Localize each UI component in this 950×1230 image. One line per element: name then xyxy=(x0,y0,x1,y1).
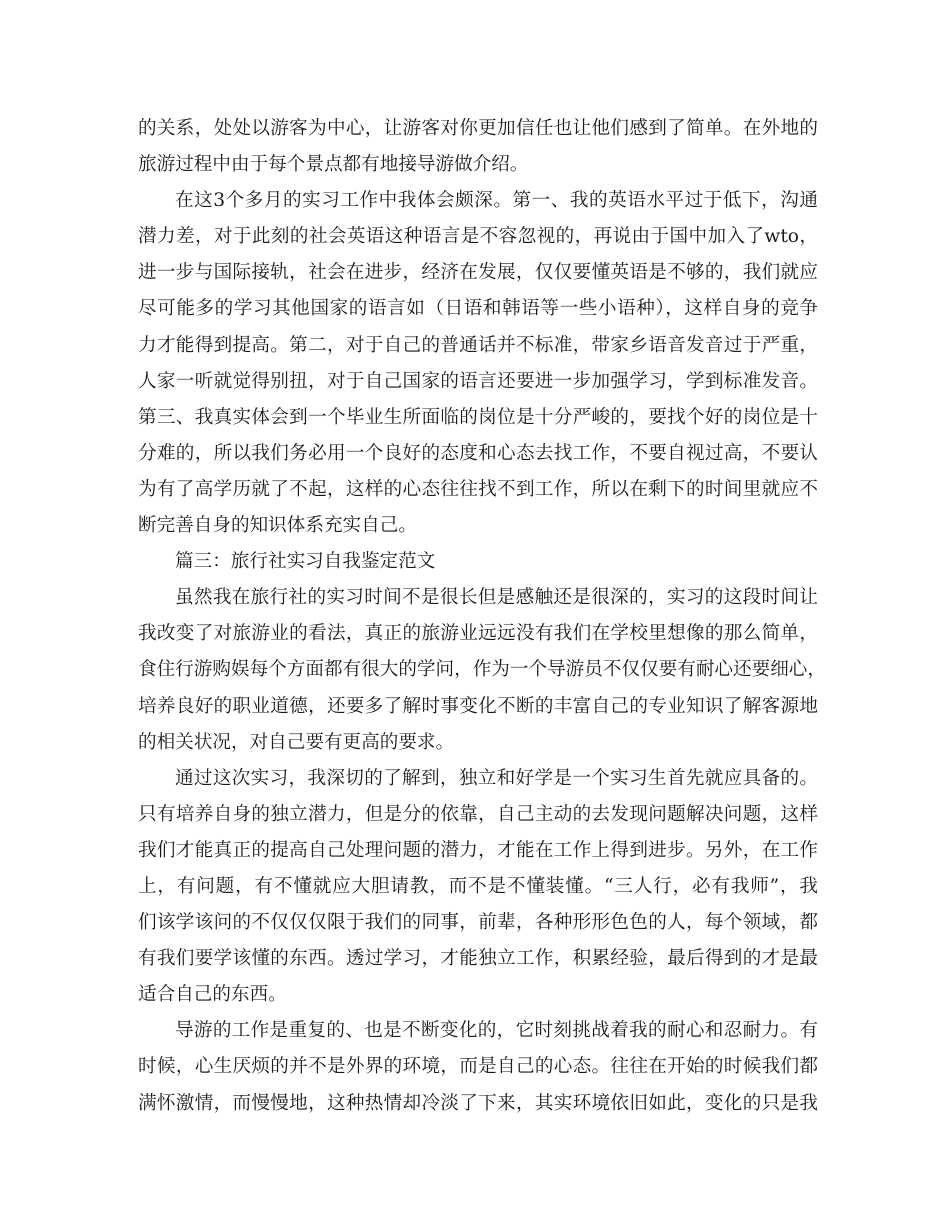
text-line: 上，有问题，有不懂就应大胆请教，而不是不懂装懂。“三人行，必有我师”，我 xyxy=(138,875,818,897)
text-line: 只有培养自身的独立潜力，但是分的依靠，自己主动的去发现问题解决问题，这样 xyxy=(138,803,818,825)
text-line: 食住行游购娱每个方面都有很大的学问，作为一个导游员不仅仅要有耐心还要细心， xyxy=(138,659,826,681)
text-line: 我们才能真正的提高自己处理问题的潜力，才能在工作上得到进步。另外，在工作 xyxy=(138,839,818,861)
text-line: 我改变了对旅游业的看法，真正的旅游业远远没有我们在学校里想像的那么简单， xyxy=(138,623,818,645)
text-line: 第三、我真实体会到一个毕业生所面临的岗位是十分严峻的，要找个好的岗位是十 xyxy=(138,406,818,428)
text-line: 的相关状况，对自己要有更高的要求。 xyxy=(138,731,455,753)
text-line: 导游的工作是重复的、也是不断变化的，它时刻挑战着我的耐心和忍耐力。有 xyxy=(175,1020,818,1042)
text-line: 适合自己的东西。 xyxy=(138,984,287,1006)
text-line: 时候，心生厌烦的并不是外界的环境，而是自己的心态。往往在开始的时候我们都 xyxy=(138,1056,818,1078)
text-line: 分难的，所以我们务必用一个良好的态度和心态去找工作，不要自视过高，不要认 xyxy=(138,442,818,464)
text-line: 人家一听就觉得别扭，对于自己国家的语言还要进一步加强学习，学到标准发音。 xyxy=(138,370,818,392)
text-line: 潜力差，对于此刻的社会英语这种语言是不容忽视的，再说由于国中加入了wto， xyxy=(138,226,818,248)
text-line: 进一步与国际接轨，社会在进步，经济在发展，仅仅要懂英语是不够的，我们就应 xyxy=(138,262,818,284)
text-line: 篇三：旅行社实习自我鉴定范文 xyxy=(175,551,436,573)
text-line: 的关系，处处以游客为中心，让游客对你更加信任也让他们感到了简单。在外地的 xyxy=(138,118,818,139)
text-line: 满怀激情，而慢慢地，这种热情却冷淡了下来，其实环境依旧如此，变化的只是我 xyxy=(138,1092,818,1114)
text-line: 在这3个多月的实习工作中我体会颇深。第一、我的英语水平过于低下，沟通 xyxy=(175,190,818,212)
text-line: 为有了高学历就了不起，这样的心态往往找不到工作，所以在剩下的时间里就应不 xyxy=(138,478,818,500)
text-line: 力才能得到提高。第二，对于自己的普通话并不标准，带家乡语音发音过于严重， xyxy=(138,334,818,356)
text-line: 有我们要学该懂的东西。透过学习，才能独立工作，积累经验，最后得到的才是最 xyxy=(138,948,818,970)
text-line: 培养良好的职业道德，还要多了解时事变化不断的丰富自己的专业知识了解客源地 xyxy=(138,695,818,717)
text-line: 旅游过程中由于每个景点都有地接导游做介绍。 xyxy=(138,154,529,176)
text-line: 虽然我在旅行社的实习时间不是很长但是感触还是很深的，实习的这段时间让 xyxy=(175,587,818,609)
text-line: 断完善自身的知识体系充实自己。 xyxy=(138,515,417,537)
text-line: 们该学该问的不仅仅仅限于我们的同事，前辈，各种形形色色的人，每个领域，都 xyxy=(138,912,818,934)
text-line: 尽可能多的学习其他国家的语言如（日语和韩语等一些小语种），这样自身的竞争 xyxy=(138,298,818,320)
text-line: 通过这次实习，我深切的了解到，独立和好学是一个实习生首先就应具备的。 xyxy=(175,767,818,789)
body-text xyxy=(138,111,826,1122)
